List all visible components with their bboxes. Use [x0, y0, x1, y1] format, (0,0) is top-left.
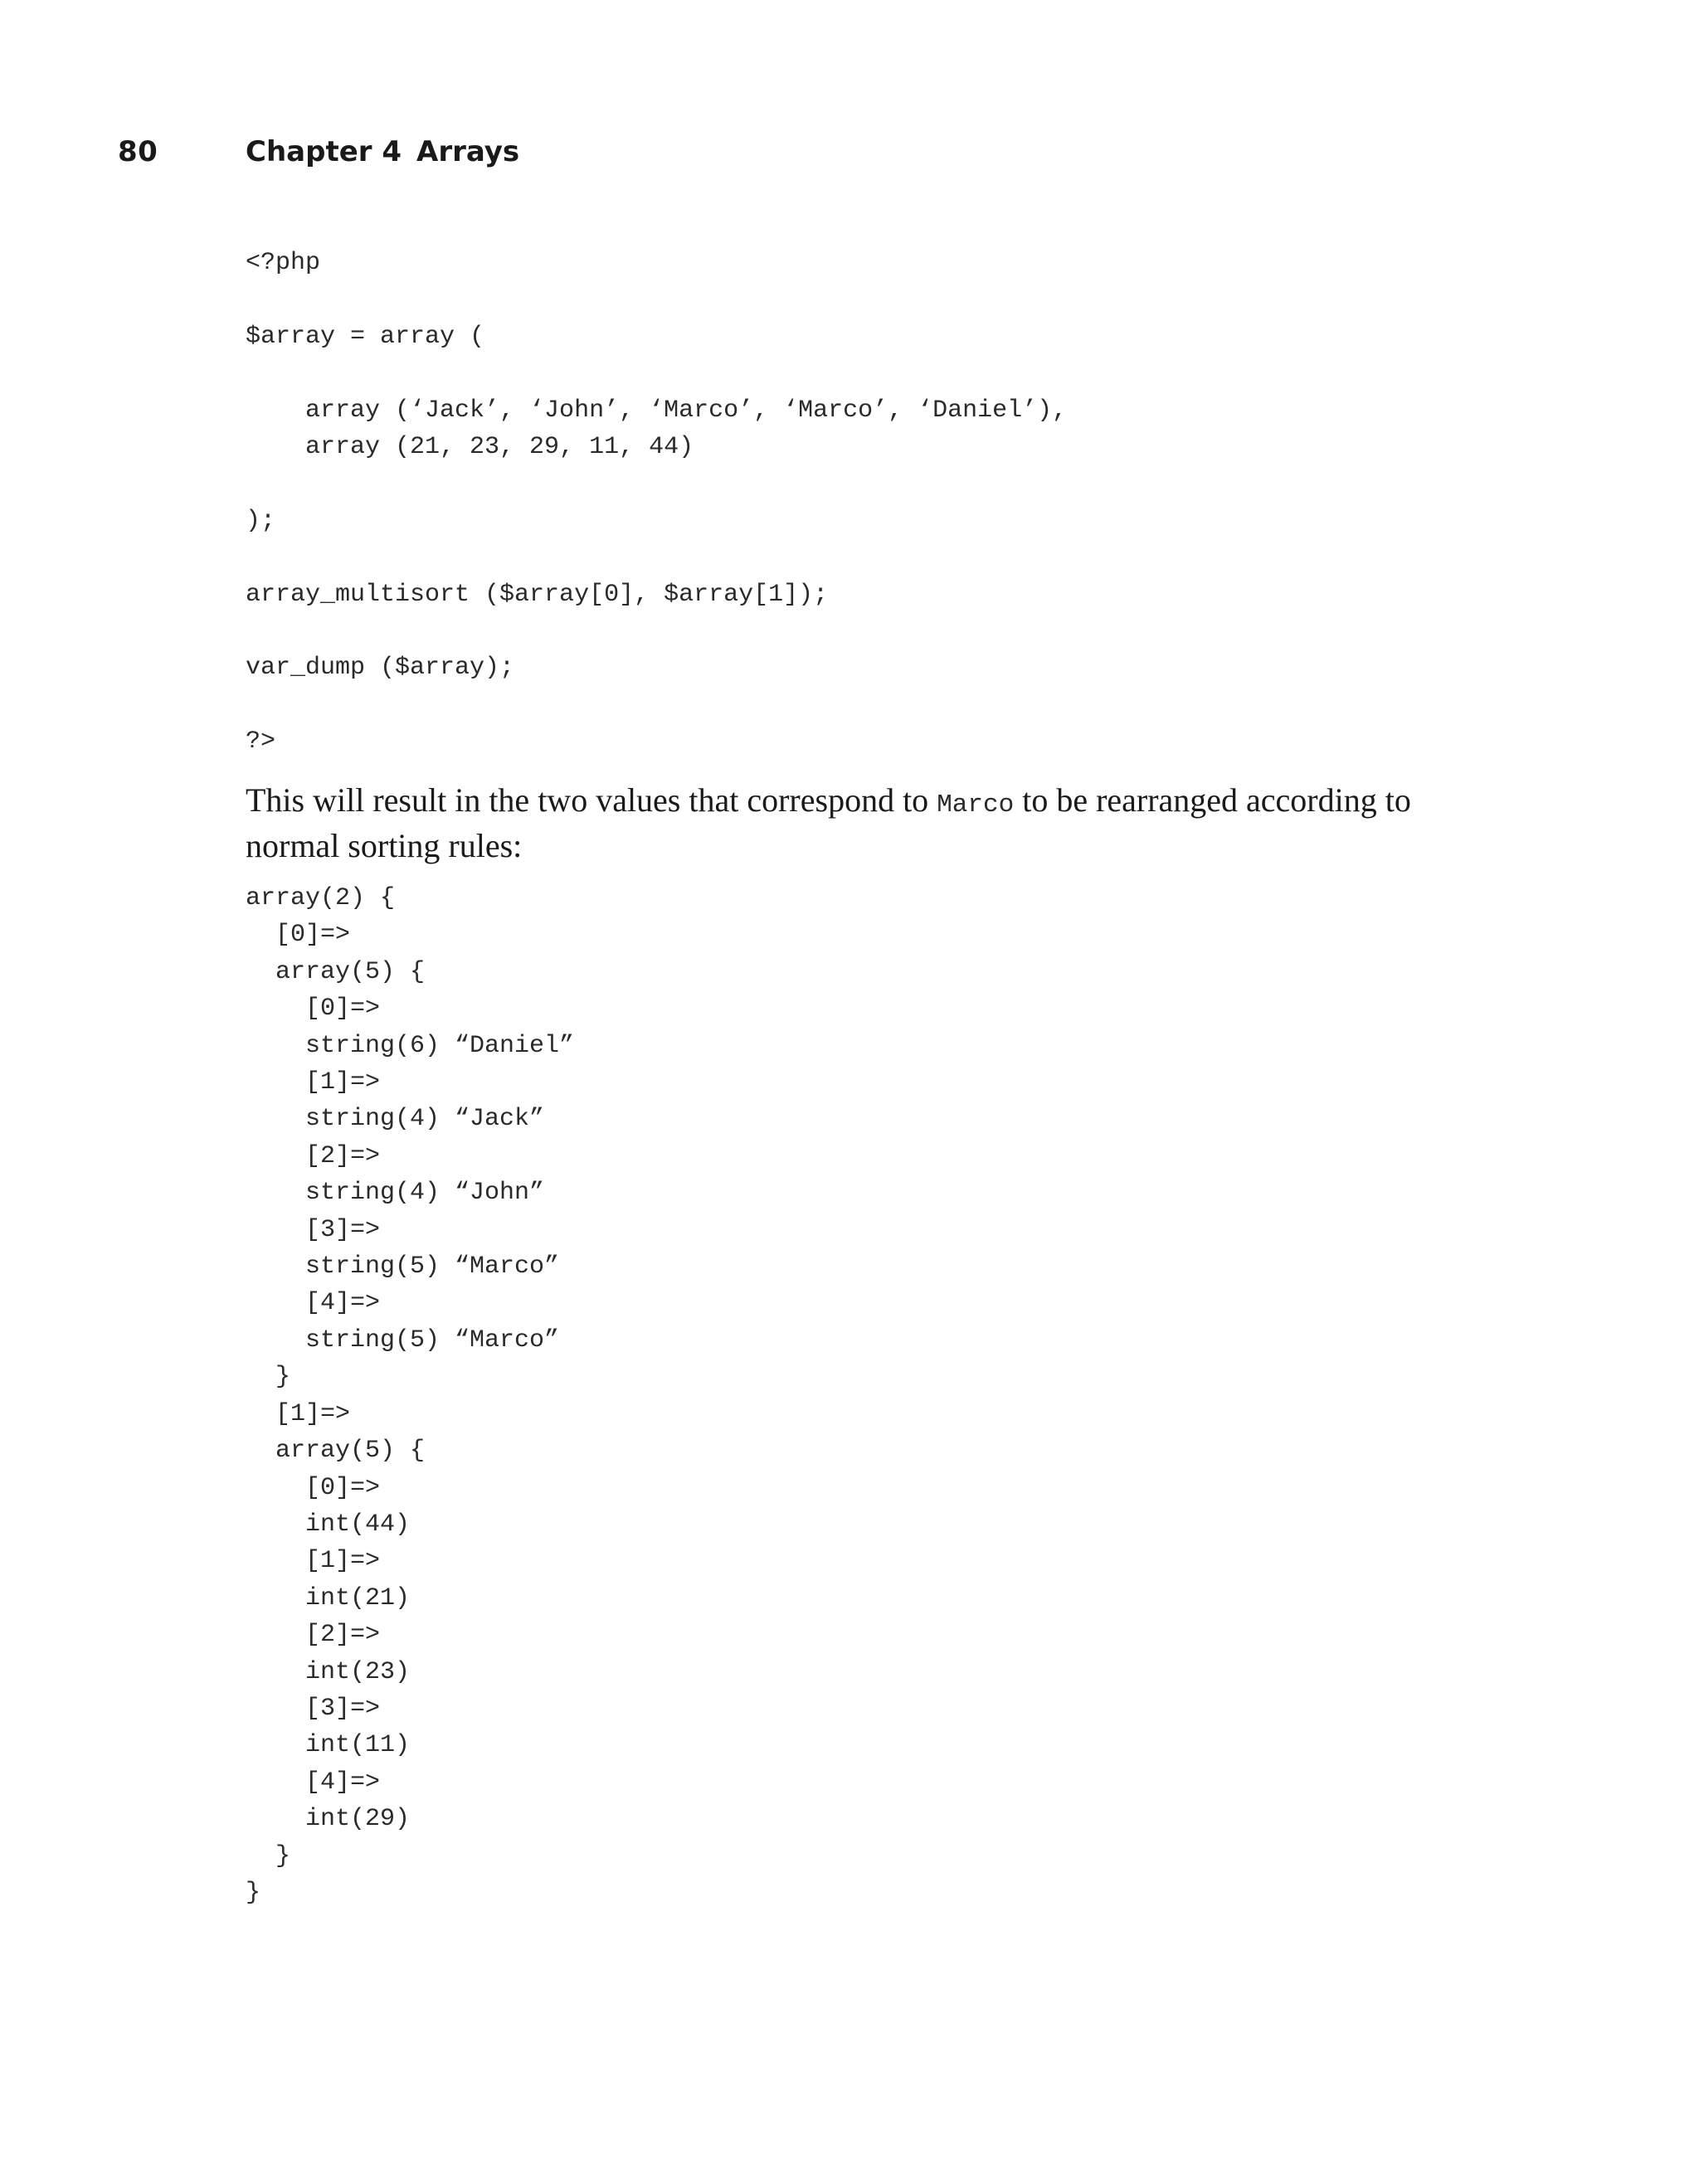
chapter-title: Arrays — [416, 135, 520, 168]
paragraph-text-after: to be rearranged according to normal sorting rules: — [246, 781, 1411, 864]
inline-code-marco: Marco — [937, 790, 1015, 820]
chapter-label: Chapter 4 — [246, 135, 402, 168]
running-head — [246, 131, 519, 173]
paragraph-text-before: This will result in the two values that correspond to — [246, 781, 937, 819]
php-source-code: <?php $array = array ( array (‘Jack’, ‘John’, ‘Marco’, ‘Marco’, ‘Daniel’), array (21, 23, 29, 11, 44) ); array_multisort ($array[0], $array[1]); var_dump ($array); ?> — [246, 249, 1068, 756]
page-number: 80 — [118, 135, 158, 168]
body-paragraph — [246, 780, 1424, 866]
var-dump-output: array(2) { [0]=> array(5) { [0]=> string(6) “Daniel” [1]=> string(4) “Jack” [2]=> string(4) “John” [3]=> string(5) “Marco” [4]=> string(5) “Marco” } [1]=> array(5) { [0]=> int(44) [1]=> int(21) [2]=> int(23) [3]=> int(11) [4]=> int(29) } } — [246, 884, 575, 1907]
